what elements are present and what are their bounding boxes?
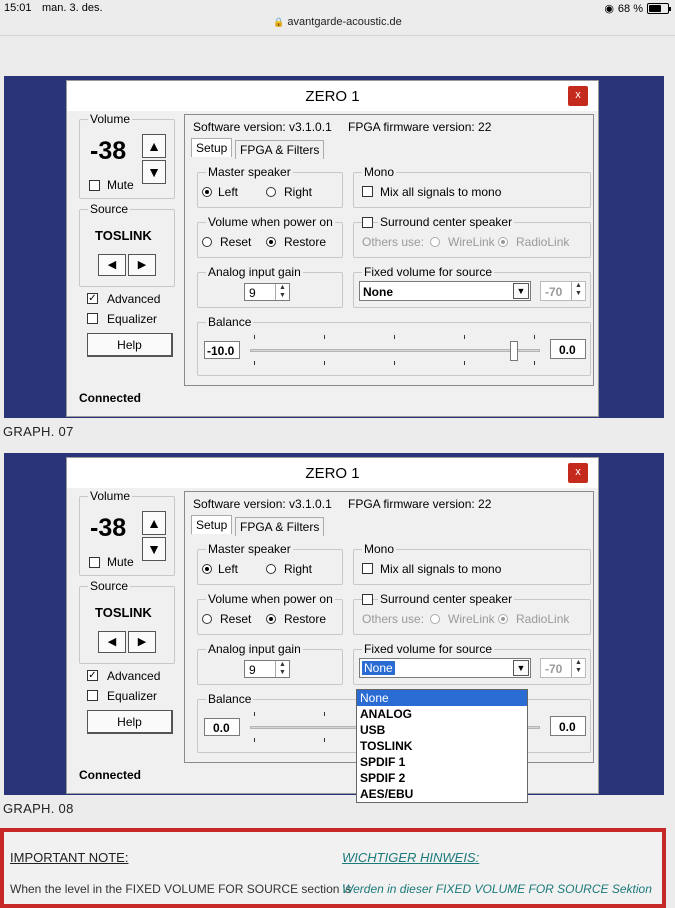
- chevron-down-icon[interactable]: ▼: [513, 283, 529, 299]
- right-label: Right: [284, 185, 313, 199]
- equalizer-label: Equalizer: [107, 312, 158, 326]
- fixed-level-value: -70: [545, 662, 563, 676]
- mono-label: Mono: [364, 542, 395, 556]
- spinner-arrows-icon[interactable]: ▲ ▼: [275, 661, 289, 677]
- volume-value: -38: [90, 137, 127, 165]
- status-date: man. 3. des.: [42, 2, 103, 14]
- wirelink-label: WireLink: [448, 235, 495, 249]
- fixed-volume-value: None: [363, 285, 393, 299]
- mix-mono-label: Mix all signals to mono: [380, 185, 502, 199]
- slider-tick: [324, 738, 325, 742]
- wifi-icon: ◉: [604, 3, 614, 15]
- advanced-checkbox[interactable]: ✓: [88, 670, 97, 681]
- slider-tick: [394, 335, 395, 339]
- mono-group: [353, 165, 591, 208]
- volume-power-label: Volume when power on: [208, 215, 333, 229]
- important-note-box: [0, 828, 666, 908]
- slider-tick: [254, 361, 255, 365]
- radiolink-label: RadioLink: [516, 612, 570, 626]
- screenshot-graph-08: [4, 453, 664, 801]
- dropdown-option[interactable]: AES/EBU: [360, 787, 414, 801]
- equalizer-checkbox[interactable]: [87, 690, 98, 701]
- url-text: avantgarde-acoustic.de: [287, 16, 402, 28]
- balance-left-value: 0.0: [213, 721, 230, 735]
- analog-gain-label: Analog input gain: [208, 642, 301, 656]
- analog-gain-value: 9: [249, 663, 256, 677]
- main-panel: [184, 114, 594, 386]
- note-text-en: When the level in the FIXED VOLUME FOR SOURCE section is: [10, 882, 352, 896]
- volume-down-button[interactable]: ▼: [142, 160, 166, 184]
- spinner-arrows-icon[interactable]: ▲ ▼: [571, 659, 585, 677]
- window-body: [67, 488, 598, 801]
- fixed-volume-dropdown-list: [356, 689, 528, 803]
- tab-setup[interactable]: Setup: [191, 138, 232, 157]
- fixed-volume-group: [353, 265, 591, 308]
- dropdown-option[interactable]: SPDIF 2: [360, 771, 406, 785]
- software-version: Software version: v3.1.0.1: [193, 497, 332, 511]
- slider-tick: [324, 335, 325, 339]
- balance-slider-thumb[interactable]: [510, 341, 518, 361]
- advanced-label: Advanced: [107, 669, 161, 683]
- reset-label: Reset: [220, 612, 252, 626]
- wirelink-radio[interactable]: [430, 237, 440, 247]
- status-right: [604, 2, 669, 15]
- restore-label: Restore: [284, 235, 327, 249]
- volume-down-button[interactable]: ▼: [142, 537, 166, 561]
- lock-icon: 🔒: [273, 17, 285, 27]
- mute-checkbox[interactable]: [89, 557, 100, 568]
- address-bar[interactable]: [0, 16, 675, 34]
- slider-tick: [534, 361, 535, 365]
- fixed-volume-label: Fixed volume for source: [364, 265, 493, 279]
- mute-label: Mute: [107, 178, 134, 192]
- fixed-volume-select[interactable]: [359, 281, 531, 301]
- dropdown-option[interactable]: SPDIF 1: [360, 755, 406, 769]
- radiolink-radio[interactable]: [498, 614, 508, 624]
- master-speaker-label: Master speaker: [208, 165, 291, 179]
- source-next-button[interactable]: ▶: [128, 631, 156, 653]
- volume-up-button[interactable]: ▲: [142, 511, 166, 535]
- spinner-arrows-icon[interactable]: ▲ ▼: [275, 284, 289, 300]
- advanced-label: Advanced: [107, 292, 161, 306]
- others-use-label: Others use:: [362, 612, 425, 626]
- source-label: Source: [90, 202, 129, 216]
- source-group: [79, 202, 175, 287]
- tab-fpga-filters[interactable]: FPGA & Filters: [235, 140, 324, 159]
- surround-group: [353, 215, 591, 258]
- close-button[interactable]: x: [568, 86, 588, 106]
- fixed-level-value: -70: [545, 285, 563, 299]
- volume-power-group: [197, 592, 343, 635]
- volume-label: Volume: [90, 112, 131, 126]
- analog-gain-label: Analog input gain: [208, 265, 301, 279]
- surround-label: Surround center speaker: [380, 215, 513, 229]
- source-value: TOSLINK: [95, 228, 152, 243]
- right-radio[interactable]: [266, 564, 276, 574]
- analog-gain-group: [197, 642, 343, 685]
- source-group: [79, 579, 175, 664]
- mute-label: Mute: [107, 555, 134, 569]
- slider-tick: [254, 712, 255, 716]
- others-use-label: Others use:: [362, 235, 425, 249]
- fixed-volume-label: Fixed volume for source: [364, 642, 493, 656]
- zero1-window: [66, 457, 599, 801]
- mix-mono-checkbox[interactable]: [362, 186, 373, 197]
- balance-right-field[interactable]: [550, 339, 586, 359]
- close-button[interactable]: x: [568, 463, 588, 483]
- analog-gain-group: [197, 265, 343, 308]
- surround-label: Surround center speaker: [380, 592, 513, 606]
- balance-group: [197, 315, 591, 376]
- fixed-volume-group: [353, 642, 591, 685]
- dropdown-option[interactable]: USB: [360, 723, 386, 737]
- slider-tick: [534, 335, 535, 339]
- battery-percent: 68 %: [617, 2, 643, 15]
- balance-left-field[interactable]: [204, 341, 240, 359]
- volume-label: Volume: [90, 489, 131, 503]
- analog-gain-spinner[interactable]: [244, 283, 290, 301]
- balance-label: Balance: [208, 315, 252, 329]
- left-label: Left: [218, 185, 239, 199]
- restore-radio[interactable]: [266, 237, 276, 247]
- analog-gain-spinner[interactable]: [244, 660, 290, 678]
- volume-power-label: Volume when power on: [208, 592, 333, 606]
- mix-mono-checkbox[interactable]: [362, 563, 373, 574]
- surround-group: [353, 592, 591, 635]
- software-version: Software version: v3.1.0.1: [193, 120, 332, 134]
- tab-setup[interactable]: Setup: [191, 515, 232, 534]
- help-button[interactable]: Help: [87, 333, 173, 357]
- balance-left-value: -10.0: [207, 344, 235, 358]
- analog-gain-value: 9: [249, 286, 256, 300]
- source-label: Source: [90, 579, 129, 593]
- restore-label: Restore: [284, 612, 327, 626]
- right-radio[interactable]: [266, 187, 276, 197]
- window-body: [67, 111, 598, 416]
- mono-group: [353, 542, 591, 585]
- fpga-version: FPGA firmware version: 22: [348, 497, 492, 511]
- zero1-window: [66, 80, 599, 417]
- fixed-volume-select[interactable]: [359, 658, 531, 678]
- balance-left-field[interactable]: [204, 718, 240, 736]
- note-heading-en: IMPORTANT NOTE:: [10, 850, 129, 865]
- left-label: Left: [218, 562, 239, 576]
- surround-checkbox[interactable]: [362, 594, 373, 605]
- advanced-checkbox[interactable]: ✓: [88, 293, 97, 304]
- window-title: ZERO 1: [305, 465, 360, 482]
- volume-power-group: [197, 215, 343, 258]
- battery-icon: [647, 3, 669, 14]
- connection-status: Connected: [79, 768, 142, 782]
- battery-fill: [649, 5, 661, 12]
- caption-graph-07: GRAPH. 07: [3, 424, 74, 439]
- help-button[interactable]: Help: [87, 710, 173, 734]
- slider-tick: [324, 712, 325, 716]
- fixed-level-spinner[interactable]: [540, 281, 586, 301]
- surround-checkbox[interactable]: [362, 217, 373, 228]
- fixed-level-spinner[interactable]: [540, 658, 586, 678]
- dropdown-option[interactable]: ANALOG: [360, 707, 412, 721]
- dropdown-option[interactable]: None: [357, 690, 527, 706]
- slider-tick: [324, 361, 325, 365]
- fpga-version: FPGA firmware version: 22: [348, 120, 492, 134]
- balance-right-value: 0.0: [559, 720, 576, 734]
- balance-right-value: 0.0: [559, 343, 576, 357]
- source-value: TOSLINK: [95, 605, 152, 620]
- equalizer-label: Equalizer: [107, 689, 158, 703]
- balance-label: Balance: [208, 692, 252, 706]
- slider-tick: [254, 738, 255, 742]
- slider-tick: [464, 335, 465, 339]
- source-prev-button[interactable]: ◀: [98, 631, 126, 653]
- title-bar: [67, 81, 598, 111]
- balance-right-field[interactable]: [550, 716, 586, 736]
- mute-checkbox[interactable]: [89, 180, 100, 191]
- master-speaker-group: [197, 165, 343, 208]
- divider: [0, 35, 675, 36]
- note-text-de: Werden in dieser FIXED VOLUME FOR SOURCE Sektion: [342, 882, 652, 896]
- volume-up-button[interactable]: ▲: [142, 134, 166, 158]
- mono-label: Mono: [364, 165, 395, 179]
- dropdown-option[interactable]: TOSLINK: [360, 739, 413, 753]
- caption-graph-08: GRAPH. 08: [3, 801, 74, 816]
- slider-tick: [464, 361, 465, 365]
- spinner-arrows-icon[interactable]: ▲ ▼: [571, 282, 585, 300]
- reset-label: Reset: [220, 235, 252, 249]
- wirelink-radio[interactable]: [430, 614, 440, 624]
- left-radio[interactable]: [202, 187, 212, 197]
- mix-mono-label: Mix all signals to mono: [380, 562, 502, 576]
- title-bar: [67, 458, 598, 488]
- connection-status: Connected: [79, 391, 142, 405]
- master-speaker-group: [197, 542, 343, 585]
- master-speaker-label: Master speaker: [208, 542, 291, 556]
- equalizer-checkbox[interactable]: [87, 313, 98, 324]
- radiolink-radio[interactable]: [498, 237, 508, 247]
- source-prev-button[interactable]: ◀: [98, 254, 126, 276]
- wirelink-label: WireLink: [448, 612, 495, 626]
- status-time: 15:01: [4, 2, 32, 14]
- fixed-volume-value: None: [364, 661, 393, 675]
- window-title: ZERO 1: [305, 88, 360, 105]
- reset-radio[interactable]: [202, 614, 212, 624]
- radiolink-label: RadioLink: [516, 235, 570, 249]
- source-next-button[interactable]: ▶: [128, 254, 156, 276]
- screenshot-graph-07: [4, 76, 664, 418]
- slider-tick: [254, 335, 255, 339]
- reset-radio[interactable]: [202, 237, 212, 247]
- chevron-down-icon[interactable]: ▼: [513, 660, 529, 676]
- restore-radio[interactable]: [266, 614, 276, 624]
- balance-slider-track[interactable]: [250, 349, 540, 352]
- volume-value: -38: [90, 514, 127, 542]
- left-radio[interactable]: [202, 564, 212, 574]
- volume-group: [79, 489, 175, 576]
- volume-group: [79, 112, 175, 199]
- tab-fpga-filters[interactable]: FPGA & Filters: [235, 517, 324, 536]
- note-heading-de: WICHTIGER HINWEIS:: [342, 850, 480, 865]
- slider-tick: [394, 361, 395, 365]
- right-label: Right: [284, 562, 313, 576]
